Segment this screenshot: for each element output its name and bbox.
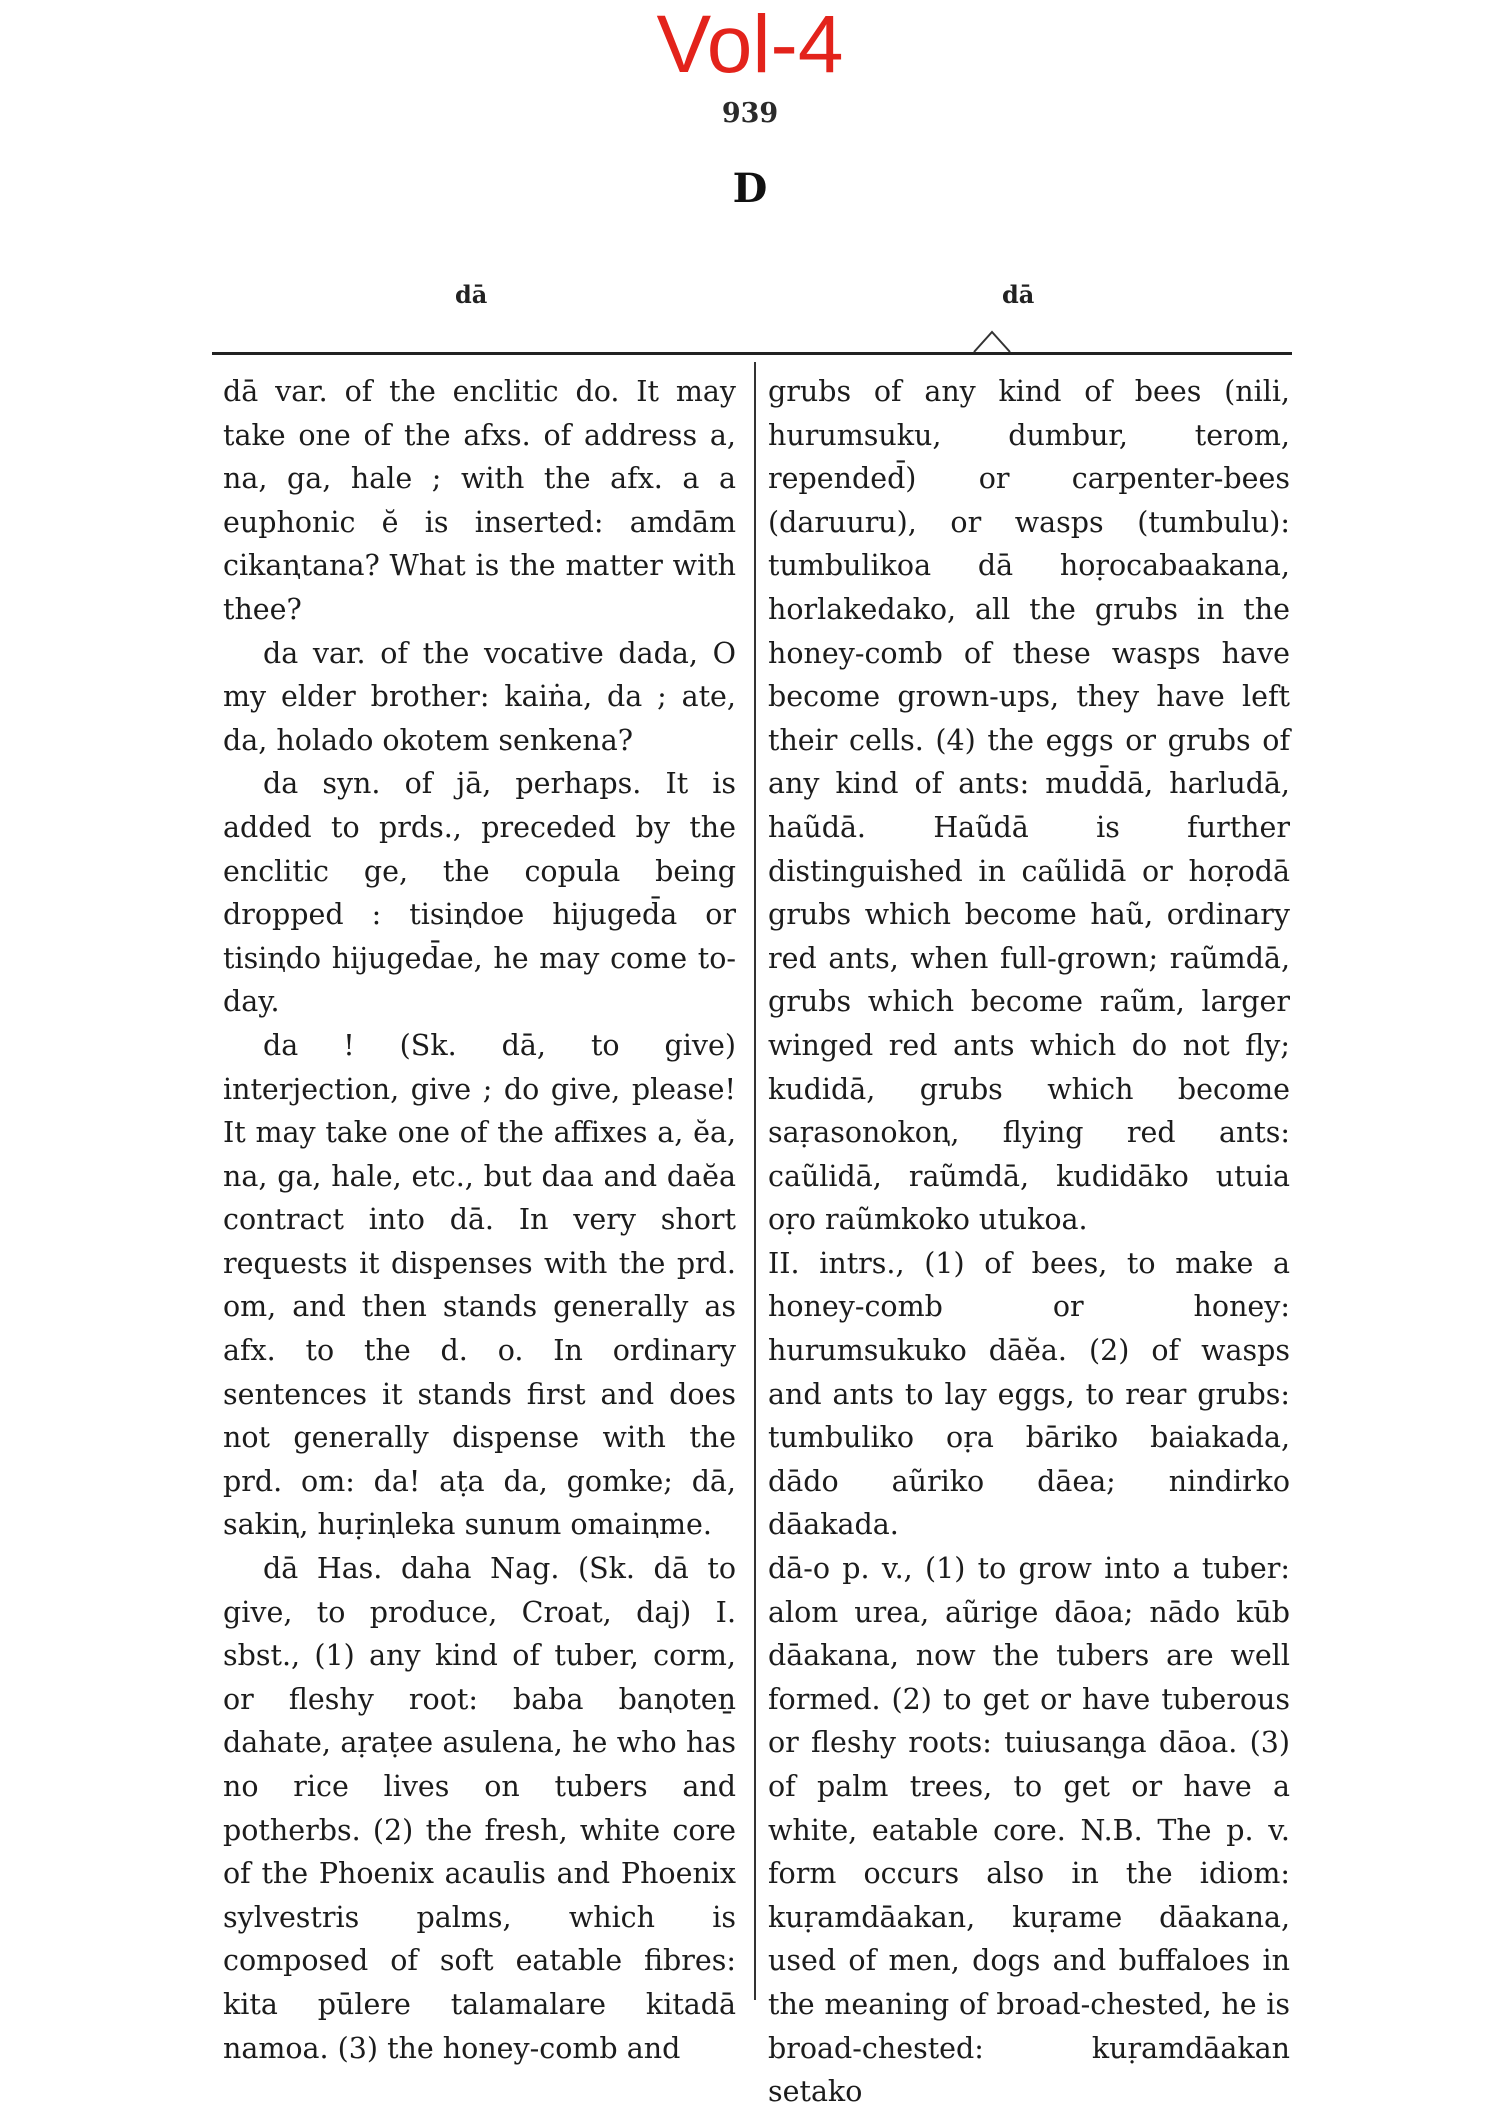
entry-da-intransitive: II. intrs., (1) of bees, to make a honey-comb or honey: hurumsukuko dāĕa. (2) of wasps and ants to lay eggs, to rear grubs: tumbuliko oṛa bāriko baiakada, dādo aũriko dāea; nindirko dāakada. bbox=[768, 1246, 1290, 1542]
page-number: 939 bbox=[721, 98, 779, 129]
entry-da-interjection: da ! (Sk. dā, to give) interjection, give ; do give, please! It may take one of the affixes a, ĕa, na, ga, hale, etc., but daa and daĕa contract into dā. In very short requests it dispenses with the prd. om, and then stands generally as afx. to the d. o. In ordinary sentences it stands first and does not generally dispense with the prd. om: da! aṭa da, gomke; dā, sakiꞑ, huṛiꞑleka sunum omaiꞑme. bbox=[223, 1028, 736, 1542]
right-column bbox=[768, 370, 1290, 2114]
header-rule bbox=[212, 352, 1292, 355]
entry-da-vocative: da var. of the vocative dada, O my elder brother: kaiṅa, da ; ate, da, holado okotem senkena? bbox=[223, 636, 736, 757]
section-letter: D bbox=[732, 165, 768, 212]
entry-da-tuber-continued: grubs of any kind of bees (nili, hurumsuku, dumbur, terom, repended̄) or carpenter-bees (daruuru), or wasps (tumbulu): tumbulikoa dā hoṛocabaakana, horlakedako, all the grubs in the honey-comb of these wasps have become grown-ups, they have left their cells. (4) the eggs or grubs of any kind of ants: mud̄dā, harludā, haũdā. Haũdā is further distinguished in caũlidā or hoṛodā grubs which become haũ, ordinary red ants, when full-grown; raũmdā, grubs which become raũm, larger winged red ants which do not fly; kudidā, grubs which become saṛasonokoꞑ, flying red ants: caũlidā, raũmdā, kudidāko utuia oṛo raũmkoko utukoa. bbox=[768, 375, 1290, 1237]
left-column bbox=[223, 370, 736, 2070]
column-divider bbox=[754, 362, 756, 2000]
entry-da-tuber: dā Has. daha Nag. (Sk. dā to give, to produce, Croat, daj) I. sbst., (1) any kind of tuber, corm, or fleshy root: baba baꞑoteṉ dahate, aṛaṭee asulena, he who has no rice lives on tubers and potherbs. (2) the fresh, white core of the Phoenix acaulis and Phoenix sylvestris palms, which is composed of soft eatable fibres: kita pūlere talamalare kitadā namoa. (3) the honey-comb and bbox=[223, 1552, 736, 2065]
entry-da-o-passive: dā-o p. v., (1) to grow into a tuber: alom urea, aũrige dāoa; nādo kūb dāakana, now the tubers are well formed. (2) to get or have tuberous or fleshy roots: tuiusaꞑga dāoa. (3) of palm trees, to get or have a white, eatable core. N.B. The p. v. form occurs also in the idiom: kuṛamdāakan, kuṛame dāakana, used of men, dogs and buffaloes in the meaning of broad-chested, he is broad-chested: kuṛamdāakan setako bbox=[768, 1552, 1290, 2109]
entry-da-enclitic: dā var. of the enclitic do. It may take one of the afxs. of address a, na, ga, hale ; with the afx. a a euphonic ĕ is inserted: amdām cikaꞑtana? What is the matter with thee? bbox=[223, 375, 736, 626]
volume-label: Vol-4 bbox=[656, 0, 844, 90]
guide-word-left: dā bbox=[455, 280, 488, 309]
guide-word-right: dā bbox=[1002, 280, 1035, 309]
caret-mark-icon bbox=[972, 330, 1012, 354]
entry-da-perhaps: da syn. of jā, perhaps. It is added to prds., preceded by the enclitic ge, the copula being dropped : tisiꞑdoe hijuged̄a or tisiꞑdo hijuged̄ae, he may come to-day. bbox=[223, 767, 736, 1019]
